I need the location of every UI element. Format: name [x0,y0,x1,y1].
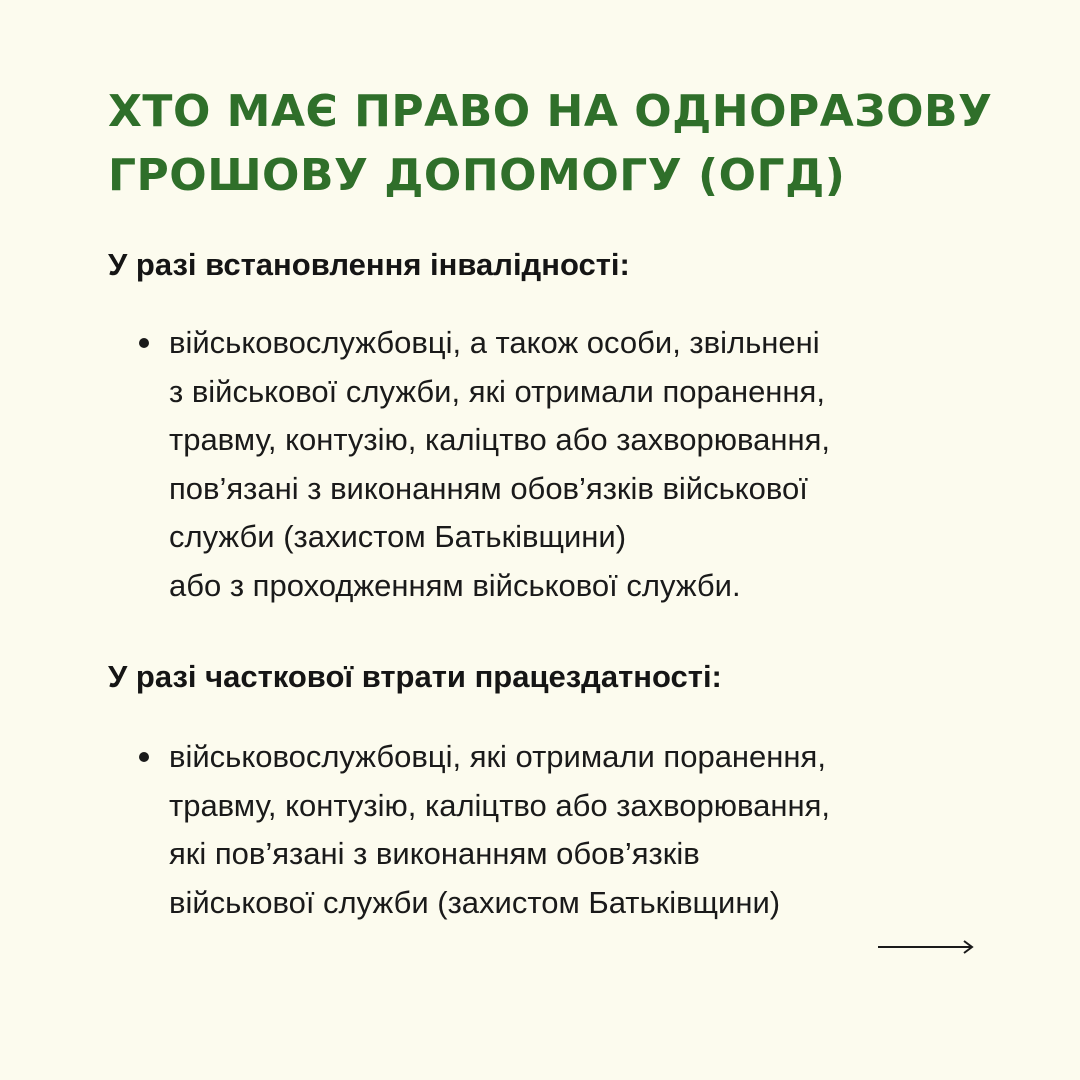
bullet-dot-icon [139,752,149,762]
list-item [108,733,988,927]
bullet-text-line: які пов’язані з виконанням обов’язків [169,836,700,871]
bullet-text-line: або з проходженням військової служби. [169,567,741,603]
title-line-1: ХТО МАЄ ПРАВО НА ОДНОРАЗОВУ [108,86,993,137]
bullet-list-partial-incapacity [108,733,988,927]
bullet-text-line: служби (захистом Батьківщини) [169,519,627,554]
bullet-text-line: травму, контузію, каліцтво або захворювання, [169,422,831,457]
arrow-right-icon [876,936,976,958]
page-title [108,80,993,208]
bullet-text-line: пов’язані з виконанням обов’язків військової [169,470,808,506]
bullet-text-line: з військової служби, які отримали поранення, [169,373,825,409]
section-heading-disability: У разі встановлення інвалідності: [108,247,630,282]
bullet-text-line: військовослужбовці, а також особи, звільнені [169,325,820,360]
bullet-text-line: травму, контузію, каліцтво або захворювання, [169,787,831,823]
next-slide-button[interactable] [876,936,976,958]
bullet-dot-icon [139,338,149,348]
bullet-text-line: військової служби (захистом Батьківщини) [169,884,781,920]
title-line-2: ГРОШОВУ ДОПОМОГУ (ОГД) [108,150,846,201]
section-heading-partial-incapacity: У разі часткової втрати працездатності: [108,659,722,694]
list-item [108,319,988,610]
bullet-text-line: військовослужбовці, які отримали поранення, [169,739,826,774]
bullet-list-disability [108,319,988,610]
